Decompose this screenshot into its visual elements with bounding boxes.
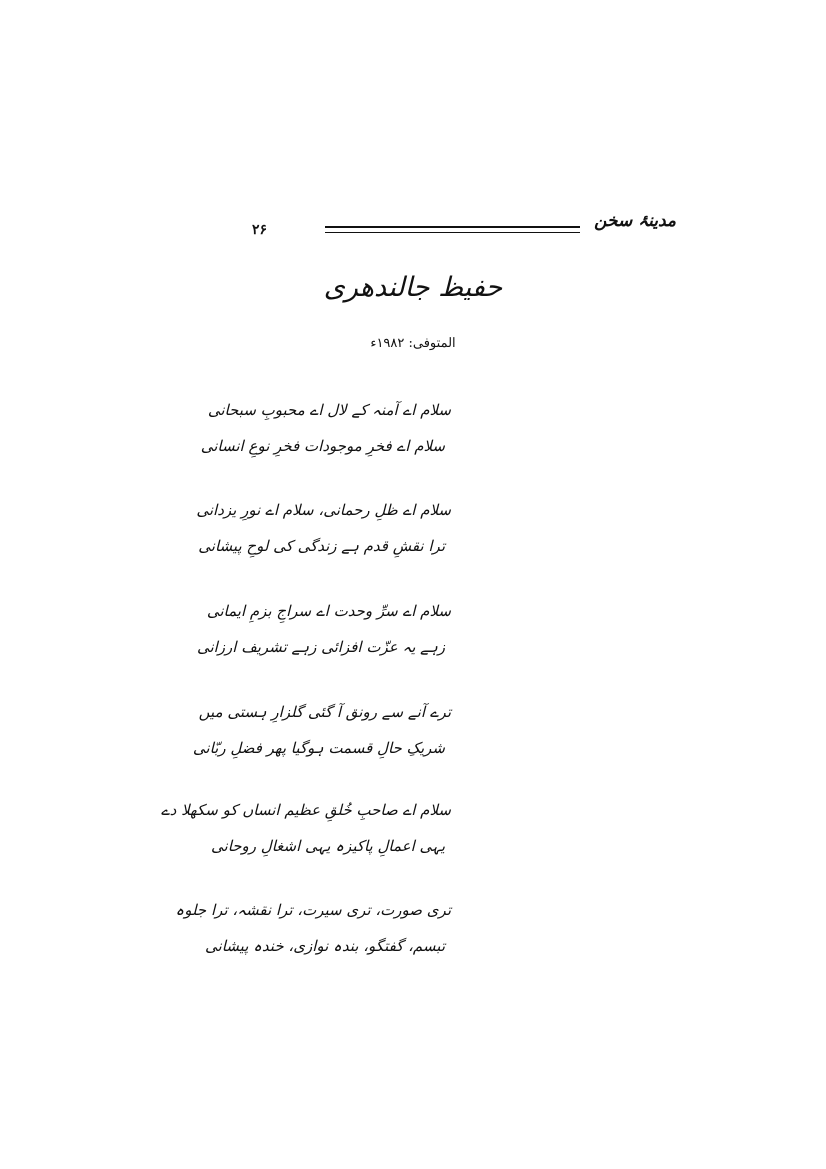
- verse-line: تری صورت، تری سیرت، ترا نقشہ، ترا جلوہ: [175, 901, 451, 919]
- verse-line: زہے یہ عزّت افزائی زہے تشریف ارزانی: [196, 638, 445, 656]
- stanza-2: [196, 500, 451, 556]
- verse-line: ترے آنے سے رونق آ گئی گلزارِ ہستی میں: [198, 703, 451, 721]
- page-number: ۲۶: [252, 222, 268, 238]
- stanza-1: [200, 400, 451, 456]
- poet-death-year: المتوفی: ۱۹۸۲ء: [370, 336, 456, 351]
- verse-line: شریکِ حالِ قسمت ہوگیا پھر فضلِ ربّانی: [192, 739, 445, 757]
- stanza-6: [175, 900, 451, 956]
- stanza-3: [196, 601, 451, 657]
- verse-line: سلام اے آمنہ کے لال اے محبوبِ سبحانی: [207, 401, 451, 419]
- verse-line: ترا نقشِ قدم ہے زندگی کی لوحِ پیشانی: [198, 537, 445, 555]
- stanza-4: [192, 702, 451, 758]
- verse-line: سلام اے ظلِ رحمانی، سلام اے نورِ یزدانی: [196, 501, 451, 519]
- verse-line: سلام اے فخرِ موجودات فخرِ نوعِ انسانی: [200, 437, 445, 455]
- poet-name-heading: حفیظ جالندھری: [323, 272, 503, 303]
- header-double-rule: [325, 226, 580, 233]
- verse-line: سلام اے صاحبِ خُلقِ عظیم انساں کو سکھلا دے: [160, 801, 451, 819]
- verse-line: یہی اعمالِ پاکیزہ یہی اشغالِ روحانی: [211, 837, 445, 855]
- running-header-title: مدینۂ سخن: [594, 211, 676, 231]
- verse-line: سلام اے سرِّ وحدت اے سراجِ بزمِ ایمانی: [206, 602, 451, 620]
- verse-line: تبسم، گفتگو، بندہ نوازی، خندہ پیشانی: [205, 937, 445, 955]
- stanza-5: [160, 800, 451, 856]
